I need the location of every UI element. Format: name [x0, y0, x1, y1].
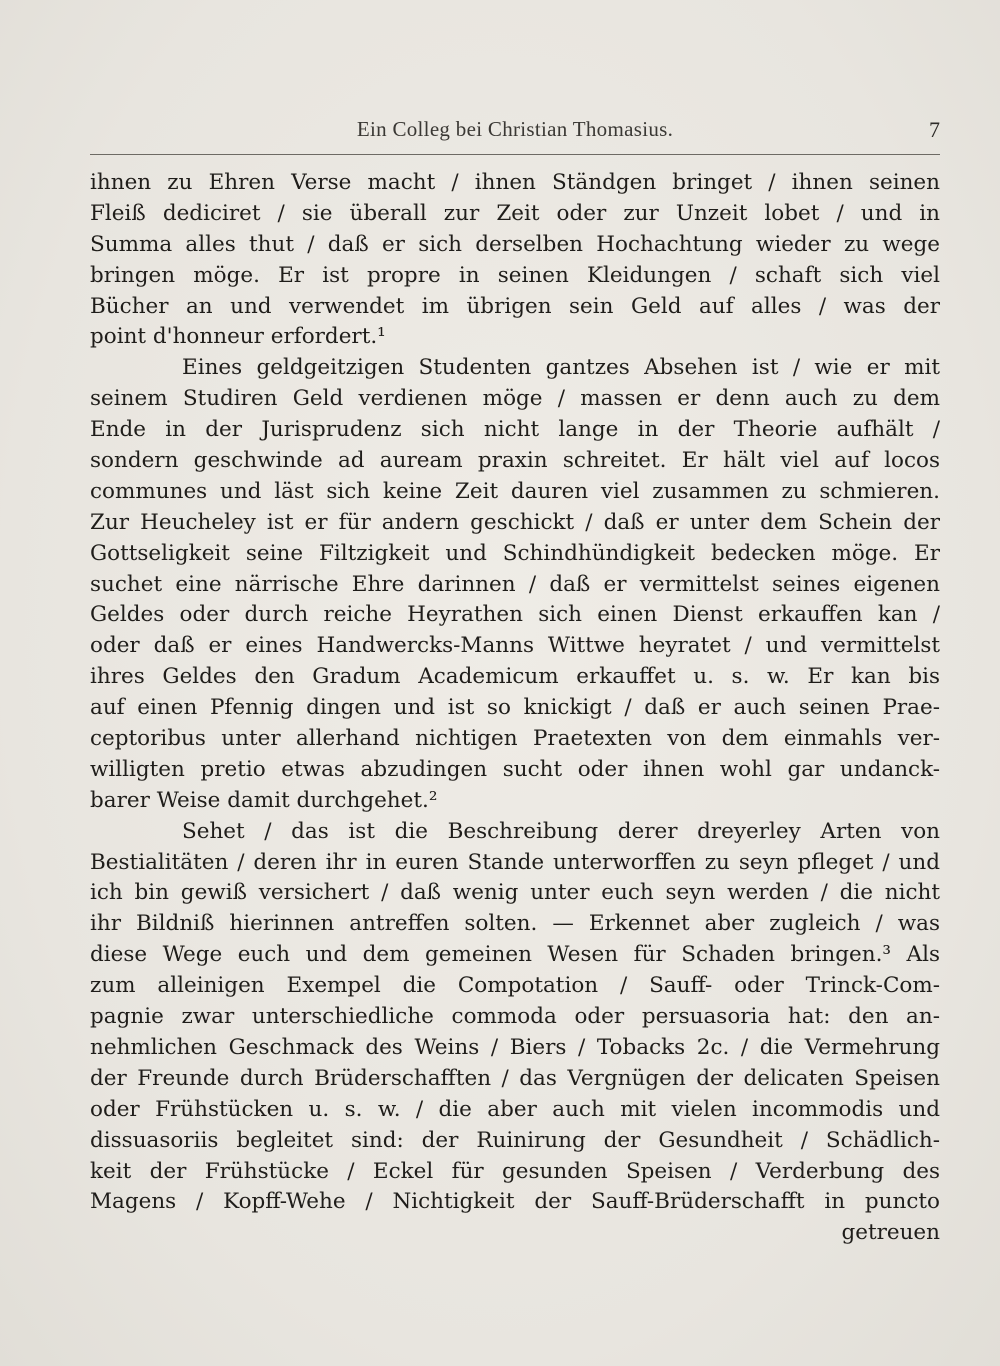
text-line: Fleiß dediciret / sie überall zur Zeit oder zur Unzeit lobet / und in	[90, 200, 940, 226]
text-line: Geldes oder durch reiche Heyrathen sich einen Dienst erkauffen kan /	[90, 602, 940, 628]
text-line: Zur Heucheley ist er für andern geschickt / daß er unter dem Schein der	[90, 509, 940, 535]
text-line: ihr Bildniß hierinnen antreffen solten. — Erkennet aber zugleich / was	[90, 911, 940, 937]
text-line: zum alleinigen Exempel die Compotation / Sauff- oder Trinck-Com-	[90, 973, 940, 999]
text-line: ihres Geldes den Gradum Academicum erkauffet u. s. w. Er kan bis	[90, 664, 940, 690]
text-line: communes und läst sich keine Zeit dauren viel zusammen zu schmieren.	[90, 478, 940, 504]
text-line: Bücher an und verwendet im übrigen sein Geld auf alles / was der	[90, 293, 940, 319]
text-line: suchet eine närrische Ehre darinnen / daß er vermittelst seines eigenen	[90, 571, 940, 597]
text-line: ihnen zu Ehren Verse macht / ihnen Ständgen bringet / ihnen seinen	[90, 170, 940, 195]
text-line: oder Frühstücken u. s. w. / die aber auch mit vielen incommodis und	[90, 1096, 940, 1122]
text-line: Bestialitäten / deren ihr in euren Stande unterworffen zu seyn pfleget / und	[90, 849, 940, 875]
text-line: Magens / Kopff-Wehe / Nichtigkeit der Sauff-Brüderschafft in puncto	[90, 1189, 940, 1215]
text-line: Gottseligkeit seine Filtzigkeit und Schindhündigkeit bedecken möge. Er	[90, 540, 940, 566]
text-line: seinem Studiren Geld verdienen möge / massen er denn auch zu dem	[90, 386, 940, 412]
running-head: Ein Colleg bei Christian Thomasius.	[356, 117, 674, 141]
text-line: pagnie zwar unterschiedliche commoda oder persuasoria hat: den an-	[90, 1004, 940, 1030]
page-number: 7	[929, 117, 940, 142]
text-line: willigten pretio etwas abzudingen sucht oder ihnen wohl gar undanck-	[90, 756, 940, 782]
text-line: Summa alles thut / daß er sich derselben Hochachtung wieder zu wege	[90, 231, 940, 257]
text-line: dissuasoriis begleitet sind: der Ruinirung der Gesundheit / Schädlich-	[90, 1127, 940, 1153]
page-header	[90, 117, 940, 147]
header-rule	[90, 154, 940, 155]
text-line: Eines geldgeitzigen Studenten gantzes Absehen ist / wie er mit	[182, 355, 940, 381]
text-line: sondern geschwinde ad auream praxin schreitet. Er hält viel auf locos	[90, 448, 940, 474]
text-line: ceptoribus unter allerhand nichtigen Praetexten von dem einmahls ver-	[90, 726, 940, 752]
text-line: ich bin gewiß versichert / daß wenig unter euch seyn werden / die nicht	[90, 880, 940, 906]
body-text	[90, 168, 940, 1249]
text-line: der Freunde durch Brüderschafften / das Vergnügen der delicaten Speisen	[90, 1065, 940, 1091]
text-line: barer Weise damit durchgehet.²	[90, 787, 438, 813]
text-line: auf einen Pfennig dingen und ist so knickigt / daß er auch seinen Prae-	[90, 695, 940, 721]
text-line: Ende in der Jurisprudenz sich nicht lange in der Theorie aufhält /	[90, 417, 940, 443]
text-line: oder daß er eines Handwercks-Manns Wittwe heyratet / und vermittelst	[90, 633, 940, 659]
text-line: point d'honneur erfordert.¹	[90, 324, 386, 350]
text-line: keit der Frühstücke / Eckel für gesunden Speisen / Verderbung des	[90, 1158, 940, 1184]
text-line: diese Wege euch und dem gemeinen Wesen für Schaden bringen.³ Als	[90, 942, 940, 968]
text-line: bringen möge. Er ist propre in seinen Kleidungen / schaft sich viel	[90, 262, 940, 288]
catchword: getreuen	[841, 1220, 940, 1246]
text-line: Sehet / das ist die Beschreibung derer dreyerley Arten von	[182, 818, 940, 844]
text-line: nehmlichen Geschmack des Weins / Biers / Tobacks 2c. / die Vermehrung	[90, 1034, 940, 1060]
